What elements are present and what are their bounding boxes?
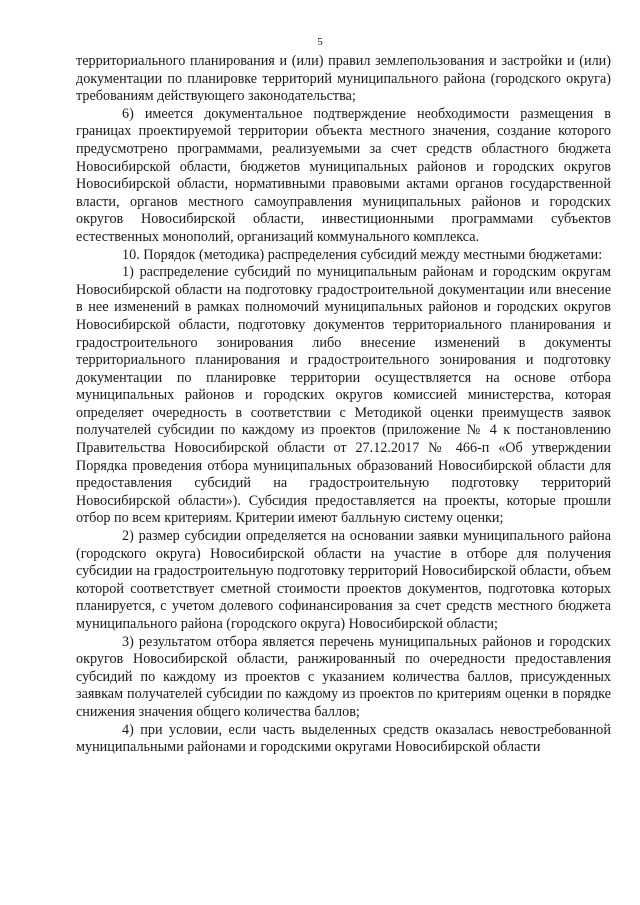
paragraph-item-1: 1) распределение субсидий по муниципальным районам и городским округам Новосибирской области на подготовку градостроительной документации или внесение в нее изменений в рамках полномочий муниципальных районов и городских округов Новосибирской области, подготовку документов территориального планирования и градостроительного зонирования либо внесение изменений в документы территориального планирования и градостроительного зонирования и подготовку документации по планировке территории осуществляется на основе отбора муниципальных районов и городских округов комиссией министерства, которая определяет очередность в соответствии с Методикой оценки преимуществ заявок получателей субсидии по каждому из проектов (приложение № 4 к постановлению Правительства Новосибирской области от 27.12.2017 № 466-п «Об утверждении Порядка проведения отбора муниципальных образований Новосибирской области для предоставления субсидий на градостроительную подготовку территорий Новосибирской области»). Субсидия предоставляется на проекты, которые прошли отбор по всем критериям. Критерии имеют балльную систему оценки; bbox=[76, 264, 611, 527]
paragraph-item-2: 2) размер субсидии определяется на основании заявки муниципального района (городского округа) Новосибирской области на участие в отборе для получения субсидии на градостроительную подготовку территорий Новосибирской области, объем которой соответствует сметной стоимости проектов документов, подготовка которых планируется, с учетом долевого софинансирования за счет средств местного бюджета муниципального района (городского округа) Новосибирской области; bbox=[76, 528, 611, 632]
paragraph-item-6: 6) имеется документальное подтверждение необходимости размещения в границах проектируемой территории объекта местного значения, создание которого предусмотрено программами, реализуемыми за счет средств областного бюджета Новосибирской области, бюджетов муниципальных районов и городских округов Новосибирской области, нормативными правовыми актами органов государственной власти, органов местного самоуправления муниципальных районов и городских округов Новосибирской области, инвестиционными программами субъектов естественных монополий, организаций коммунального комплекса. bbox=[76, 105, 611, 245]
paragraph-item-4: 4) при условии, если часть выделенных средств оказалась невостребованной муниципальными районами и городскими округами Новосибирской области bbox=[76, 721, 611, 756]
paragraph-section-10: 10. Порядок (методика) распределения субсидий между местными бюджетами: bbox=[122, 246, 603, 263]
page-number: 5 bbox=[317, 36, 323, 48]
paragraph-item-3: 3) результатом отбора является перечень муниципальных районов и городских округов Новосибирской области, ранжированный по очередности предоставления субсидий по каждому из проектов с указанием количества баллов, присужденных заявкам получателей субсидии по каждому из проектов по критериям оценки в порядке снижения значения общего количества баллов; bbox=[76, 633, 611, 720]
document-body bbox=[76, 53, 611, 757]
paragraph-continuation: территориального планирования и (или) правил землепользования и застройки и (или) документации по планировке территорий муниципального района (городского округа) требованиям действующего законодательства; bbox=[76, 53, 611, 105]
